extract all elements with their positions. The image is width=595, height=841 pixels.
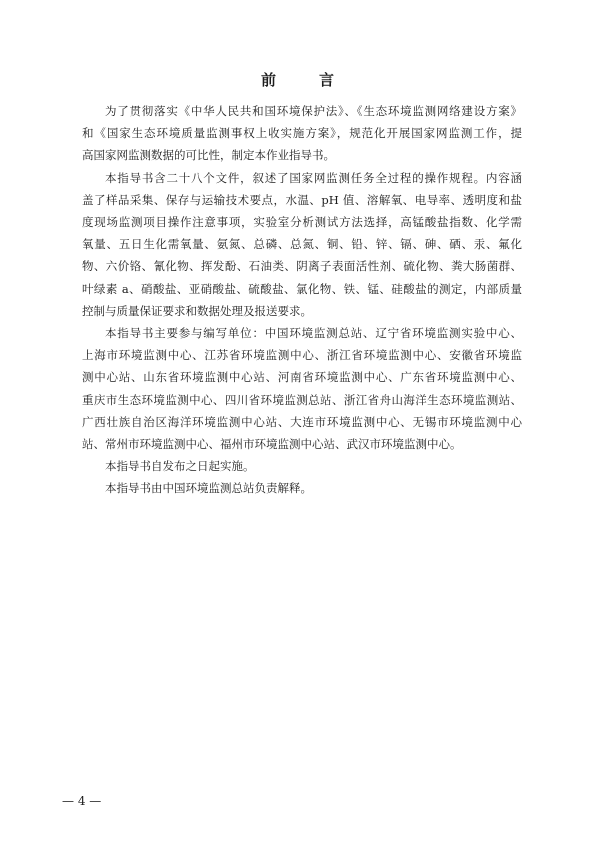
text-line: 本指导书自发布之日起实施。: [105, 459, 255, 474]
page-number: — 4 —: [62, 794, 102, 808]
paragraph-purpose: [82, 100, 522, 167]
document-body: [82, 100, 522, 500]
paragraph-contributors: [82, 322, 522, 455]
text-line: 为了贯彻落实《中华人民共和国环境保护法》、《生态环境监测网络建设方案》: [105, 104, 522, 118]
text-line: 本指导书由中国环境监测总站负责解释。: [105, 481, 312, 496]
paragraph-effective-date: [82, 455, 522, 477]
text-line: 广西壮族自治区海洋环境监测中心站、大连市环境监测中心、无锡市环境监测中心: [82, 414, 522, 429]
text-line: 氧量、五日生化需氧量、氨氮、总磷、总氮、铜、铅、锌、镉、砷、硒、汞、氟化: [82, 237, 522, 252]
text-line: 本指导书主要参与编写单位：中国环境监测总站、辽宁省环境监测实验中心、: [105, 326, 522, 341]
text-line: 高国家网监测数据的可比性，制定本作业指导书。: [82, 148, 335, 163]
paragraph-contents: [82, 167, 522, 322]
text-line: 本指导书含二十八个文件，叙述了国家网监测任务全过程的操作规程。内容涵: [105, 170, 522, 185]
text-line: 叶绿素 a、硝酸盐、亚硝酸盐、硫酸盐、氯化物、铁、锰、硅酸盐的测定，内部质量: [82, 281, 522, 296]
text-line: 重庆市生态环境监测中心、四川省环境监测总站、浙江省舟山海洋生态环境监测站、: [82, 392, 522, 407]
page-title: 前 言: [260, 71, 348, 89]
text-line: 测中心站、山东省环境监测中心站、河南省环境监测中心、广东省环境监测中心、: [82, 370, 522, 385]
text-line: 控制与质量保证要求和数据处理及报送要求。: [82, 303, 312, 318]
text-line: 盖了样品采集、保存与运输技术要点，水温、pH 值、溶解氧、电导率、透明度和盐: [82, 192, 522, 207]
text-line: 站、常州市环境监测中心、福州市环境监测中心站、武汉市环境监测中心。: [82, 437, 462, 452]
text-line: 和《国家生态环境质量监测事权上收实施方案》，规范化开展国家网监测工作，提: [82, 126, 522, 141]
text-line: 度现场监测项目操作注意事项，实验室分析测试方法选择，高锰酸盐指数、化学需: [82, 215, 522, 230]
text-line: 上海市环境监测中心、江苏省环境监测中心、浙江省环境监测中心、安徽省环境监: [82, 348, 522, 363]
text-line: 物、六价铬、氰化物、挥发酚、石油类、阴离子表面活性剂、硫化物、粪大肠菌群、: [82, 259, 522, 274]
paragraph-interpretation: [82, 477, 522, 499]
